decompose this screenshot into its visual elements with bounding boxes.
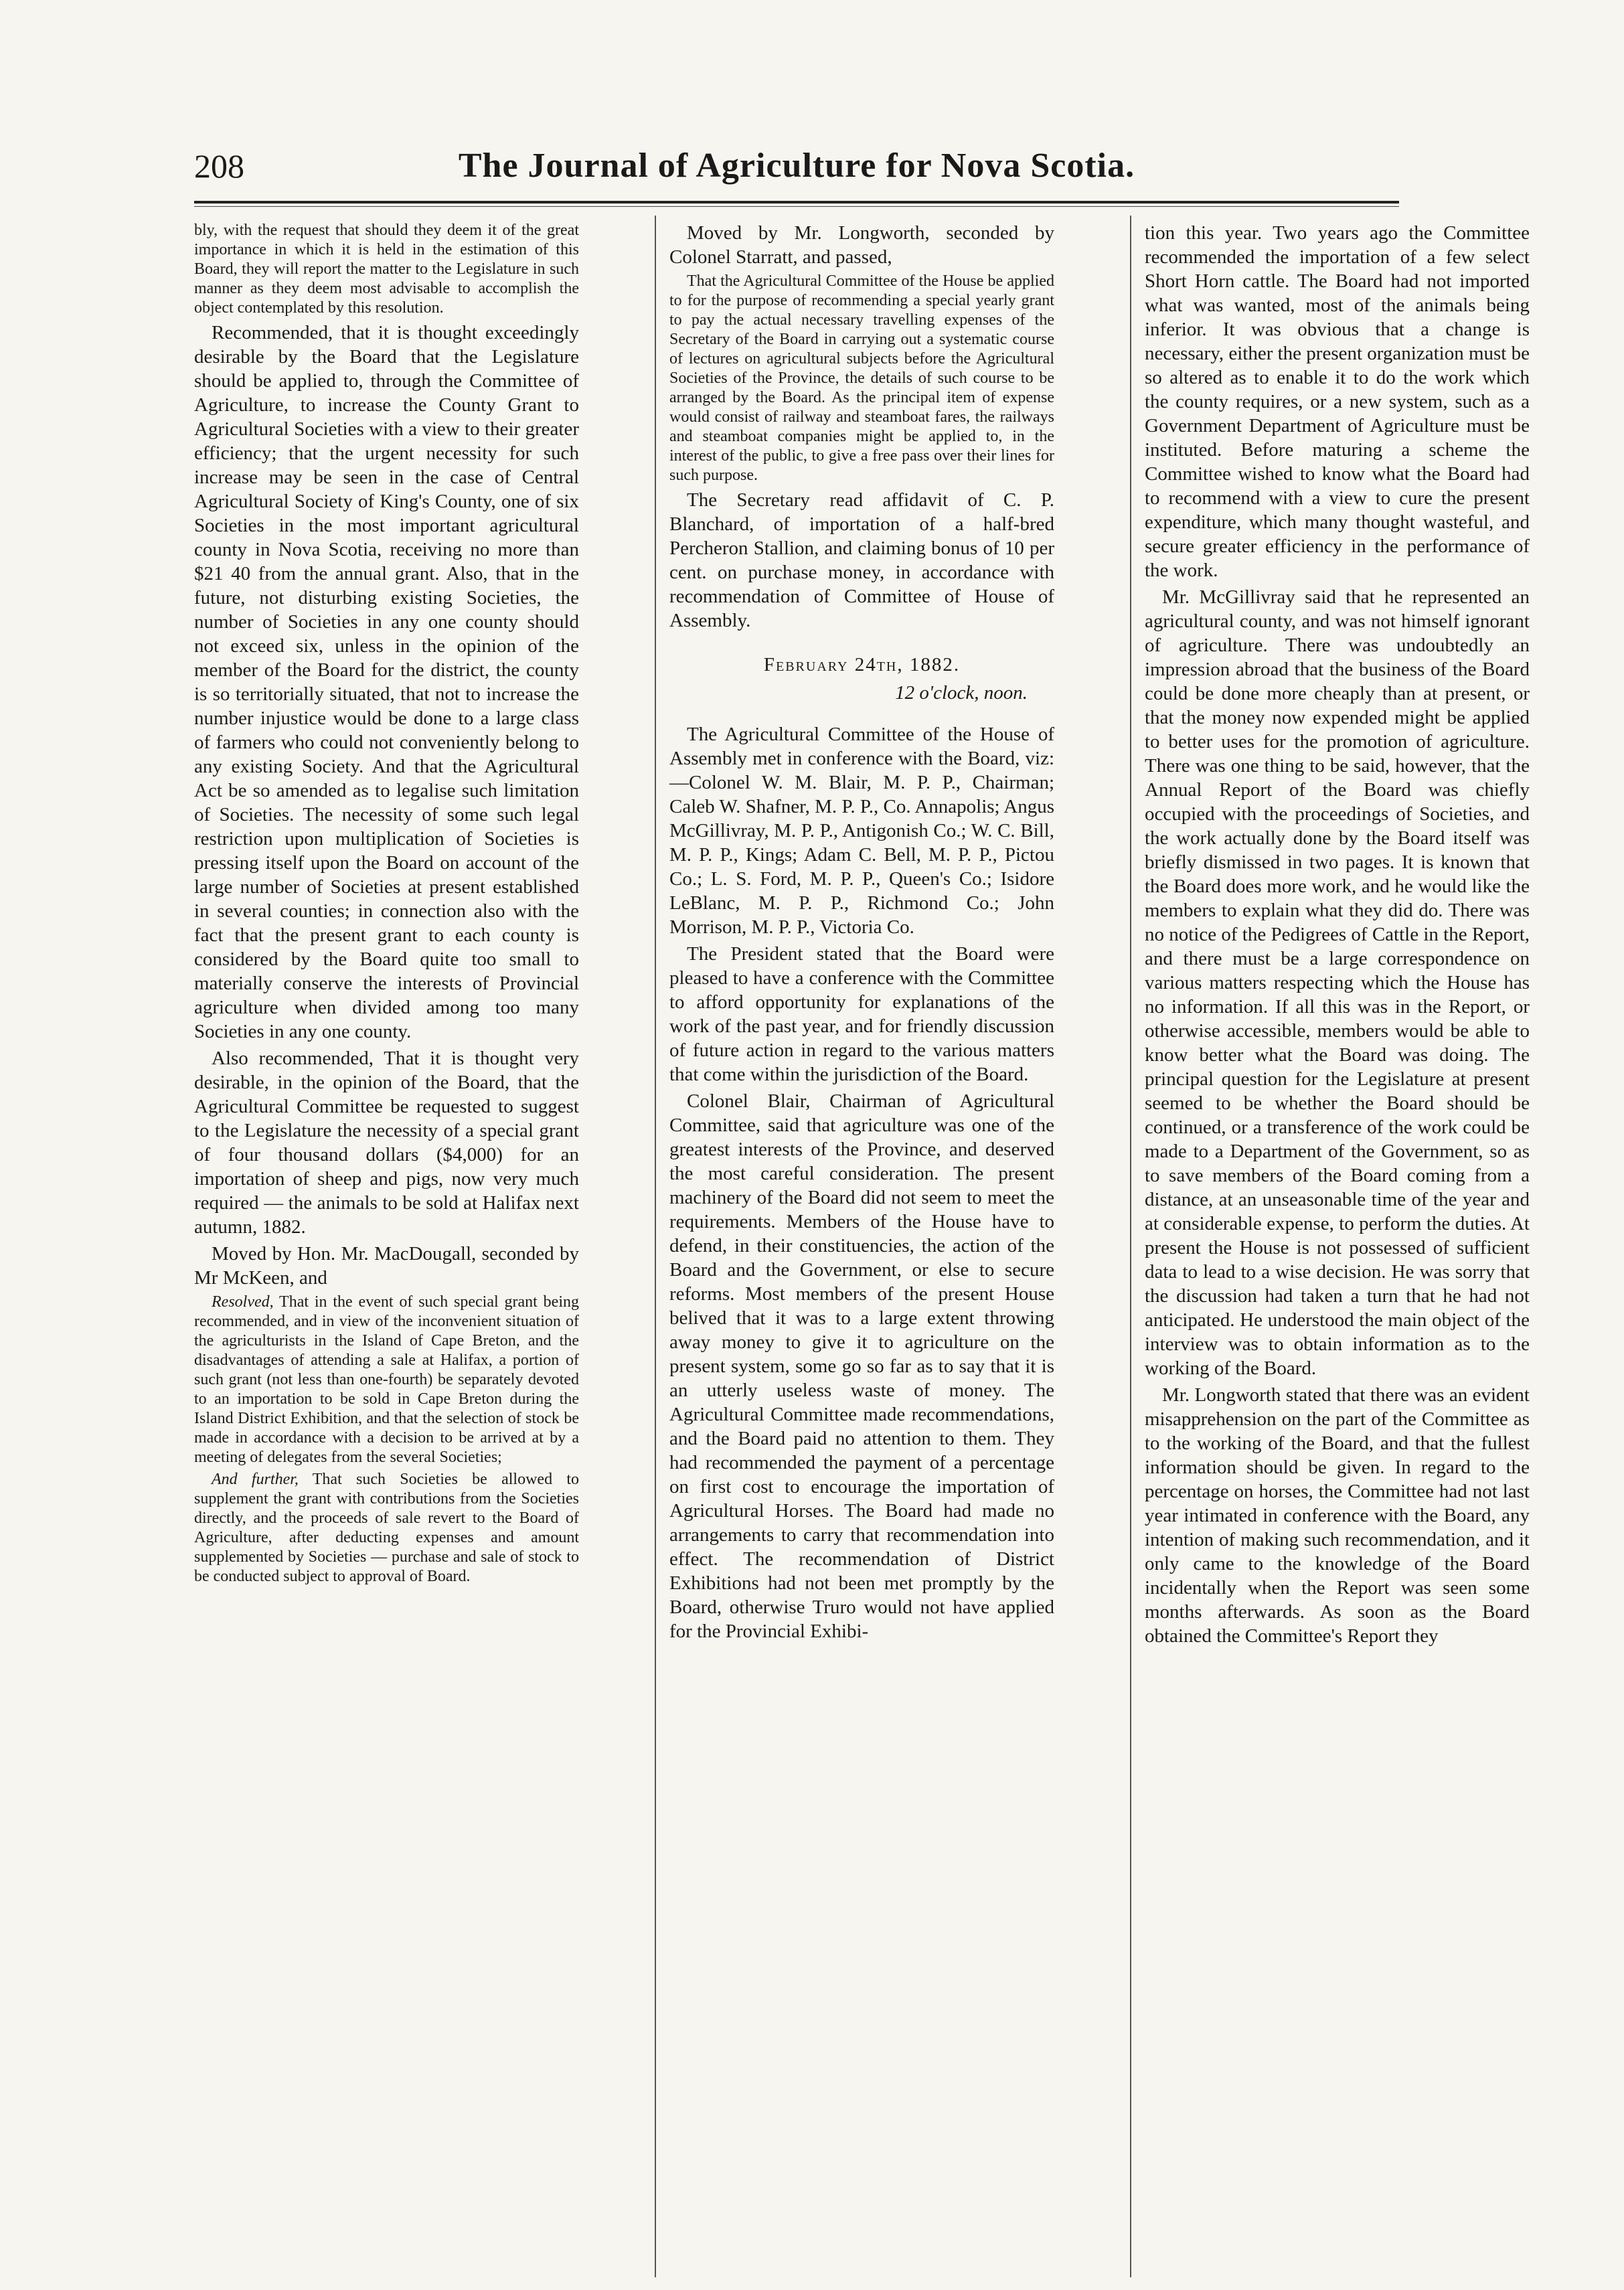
running-title: The Journal of Agriculture for Nova Scotia. [458, 147, 1135, 185]
paragraph: The Secretary read affidavit of C. P. Blanchard, of importation of a half-bred Percheron Stallion, and claiming bonus of 10 per cent. on purchase money, in accordance with recommendation of Committee of House of Assembly. [669, 489, 1054, 631]
column-right [1145, 221, 1530, 1651]
column-divider [655, 216, 656, 2277]
header-rule-thin [194, 206, 1399, 207]
paragraph: That the Agricultural Committee of the House be applied to for the purpose of recommending a special yearly grant to pay the actual necessary travelling expenses of the Secretary of the Board in carrying out a systematic course of lectures on agricultural subjects before the Agricultural Societies of the Province, the details of such course to be arranged by the Board. As the principal item of expense would consist of railway and steamboat fares, the railways and steamboat companies might be applied to, in the interest of the public, to give a free pass over their lines for such purpose. [669, 272, 1054, 484]
paragraph: Moved by Mr. Longworth, seconded by Colonel Starratt, and passed, [669, 222, 1054, 268]
paragraph: Recommended, that it is thought exceedingly desirable by the Board that the Legislature should be applied to, through the Committee of Agriculture, to increase the County Grant to Agricultural Societies with a view to their greater efficiency; that the urgent necessity for such increase may be seen in the case of Central Agricultural Society of King's County, one of six Societies in the most important agricultural county in Nova Scotia, receiving no more than $21 40 from the annual grant. Also, that in the future, not disturbing existing Societies, the number of Societies in any one county should not exceed six, unless in the opinion of the member of the Board for the district, the county is so territorially situated, that not to increase the number injustice would be done to a large class of farmers who could not conveniently belong to any existing Society. And that the Agricultural Act be so amended as to legalise such limitation of Societies. The necessity of some such legal restriction upon multiplication of Societies is pressing itself upon the Board on account of the large number of Societies at present established in several counties; in connection also with the fact that the present grant to each county is considered by the Board quite too small to materially conserve the interests of Provincial agriculture when divided among too many Societies in any one county. [194, 322, 579, 1042]
paragraph: bly, with the request that should they deem it of the great importance in which it is held in the estimation of this Board, they will report the matter to the Legislature in such manner as they deem most advisable to accomplish the object contemplated by this resolution. [194, 222, 579, 317]
lead-word: And further, [212, 1471, 299, 1488]
paragraph-text: That such Societies be allowed to supplement the grant with contributions from the Societies directly, and the proceeds of sale revert to the Board of Agriculture, after deducting expenses and amount supplemented by Societies — purchase and sale of stock to be conducted subject to approval of Board. [194, 1471, 579, 1585]
page-header [194, 146, 1399, 193]
page-number: 208 [194, 147, 244, 185]
paragraph: Mr. McGillivray said that he represented an agricultural county, and was not himself ignorant of agriculture. There was undoubtedly an impression abroad that the business of the Board could be done more cheaply than at present, or that the money now expended might be applied to better uses for the promotion of agriculture. There was one thing to be said, however, that the Annual Report of the Board was chiefly occupied with the proceedings of Societies, and the work actually done by the Board itself was briefly dismissed in two pages. It is known that the Board does more work, and he would like the members to explain what they did do. There was no notice of the Pedigrees of Cattle in the Report, and there must be a large correspondence on various matters respecting which the House has no information. If all this was in the Report, or otherwise accessible, members would be able to know better what the Board was doing. The principal question for the Legislature at present seemed to be whether the Board should be continued, or a transference of the work could be made to a Department of the Government, so as to save members of the Board coming from a distance, at an unseasonable time of the year and at considerable expense, to perform the duties. At present the House is not possessed of sufficient data to lead to a wise decision. He was sorry that the discussion had taken a turn that he had not anticipated. He understood the main object of the interview was to obtain information as to the working of the Board. [1145, 586, 1530, 1379]
time-heading: 12 o'clock, noon. [895, 682, 1028, 704]
header-rule [194, 201, 1399, 203]
paragraph: Moved by Hon. Mr. MacDougall, seconded by Mr McKeen, and [194, 1243, 579, 1289]
paragraph: Colonel Blair, Chairman of Agricultural Committee, said that agriculture was one of the greatest interests of the Province, and deserved the most careful consideration. The present machinery of the Board did not seem to meet the requirements. Members of the House have to defend, in their constituencies, the action of the Board and the Government, or else to secure reforms. Most members of the present House belived that it was to a large extent throwing away money to give it to agriculture on the present system, some go so far as to say that it is an utterly useless waste of money. The Agricultural Committee made recommendations, and the Board paid no attention to them. They had recommended the payment of a percentage on first cost to encourage the importation of Agricultural Horses. The Board had made no arrangements to carry that recommendation into effect. The recommendation of District Exhibitions had not been met promptly by the Board, otherwise Truro would not have applied for the Provincial Exhibi- [669, 1090, 1054, 1642]
paragraph: The Agricultural Committee of the House of Assembly met in conference with the Board, viz:—Colonel W. M. Blair, M. P. P., Chairman; Caleb W. Shafner, M. P. P., Co. Annapolis; Angus McGillivray, M. P. P., Antigonish Co.; W. C. Bill, M. P. P., Kings; Adam C. Bell, M. P. P., Pictou Co.; L. S. Ford, M. P. P., Queen's Co.; Isidore LeBlanc, M. P. P., Richmond Co.; John Morrison, M. P. P., Victoria Co. [669, 724, 1054, 938]
paragraph: tion this year. Two years ago the Committee recommended the importation of a few select Short Horn cattle. The Board had not imported what was wanted, most of the animals being inferior. It was obvious that a change is necessary, either the present organization must be so altered as to enable it to do the work which the county requires, or a new system, such as a Government Department of Agriculture must be instituted. Before maturing a scheme the Committee wished to know what the Board had to recommend with a view to cure the present expenditure, which many thought wasteful, and secure greater efficiency in the performance of the work. [1145, 222, 1530, 581]
paragraph [194, 1470, 579, 1586]
paragraph: The President stated that the Board were pleased to have a conference with the Committee to afford opportunity for explanations of the work of the past year, and for friendly discussion of future action in regard to the various matters that come within the jurisdiction of the Board. [669, 943, 1054, 1085]
column-divider [1130, 216, 1131, 2277]
paragraph [194, 1293, 579, 1467]
lead-word: Resolved, [212, 1293, 274, 1311]
column-middle [669, 221, 1054, 1646]
paragraph: Also recommended, That it is thought very desirable, in the opinion of the Board, that the Agricultural Committee be requested to suggest to the Legislature the necessity of a special grant of four thousand dollars ($4,000) for an importation of sheep and pigs, now very much required — the animals to be sold at Halifax next autumn, 1882. [194, 1048, 579, 1238]
paragraph: Mr. Longworth stated that there was an evident misapprehension on the part of the Committee as to the working of the Board, and that the fullest information should be given. In regard to the percentage on horses, the Committee had not last year intimated in conference with the Board, any intention of making such recommendation, and it only came to the knowledge of the Board incidentally when the Report was seen some months afterwards. As soon as the Board obtained the Committee's Report they [1145, 1384, 1530, 1647]
column-left [194, 221, 579, 1589]
paragraph-text: That in the event of such special grant being recommended, and in view of the inconvenient situation of the agriculturists in the Island of Cape Breton, and the disadvantages of attending a sale at Halifax, a portion of such grant (not less than one-fourth) be separately devoted to an importation to be sold in Cape Breton during the Island District Exhibition, and that the selection of stock be made in accordance with a decision to be arrived at by a meeting of delegates from the several Societies; [194, 1293, 579, 1466]
date-heading: February 24th, 1882. [763, 654, 961, 675]
